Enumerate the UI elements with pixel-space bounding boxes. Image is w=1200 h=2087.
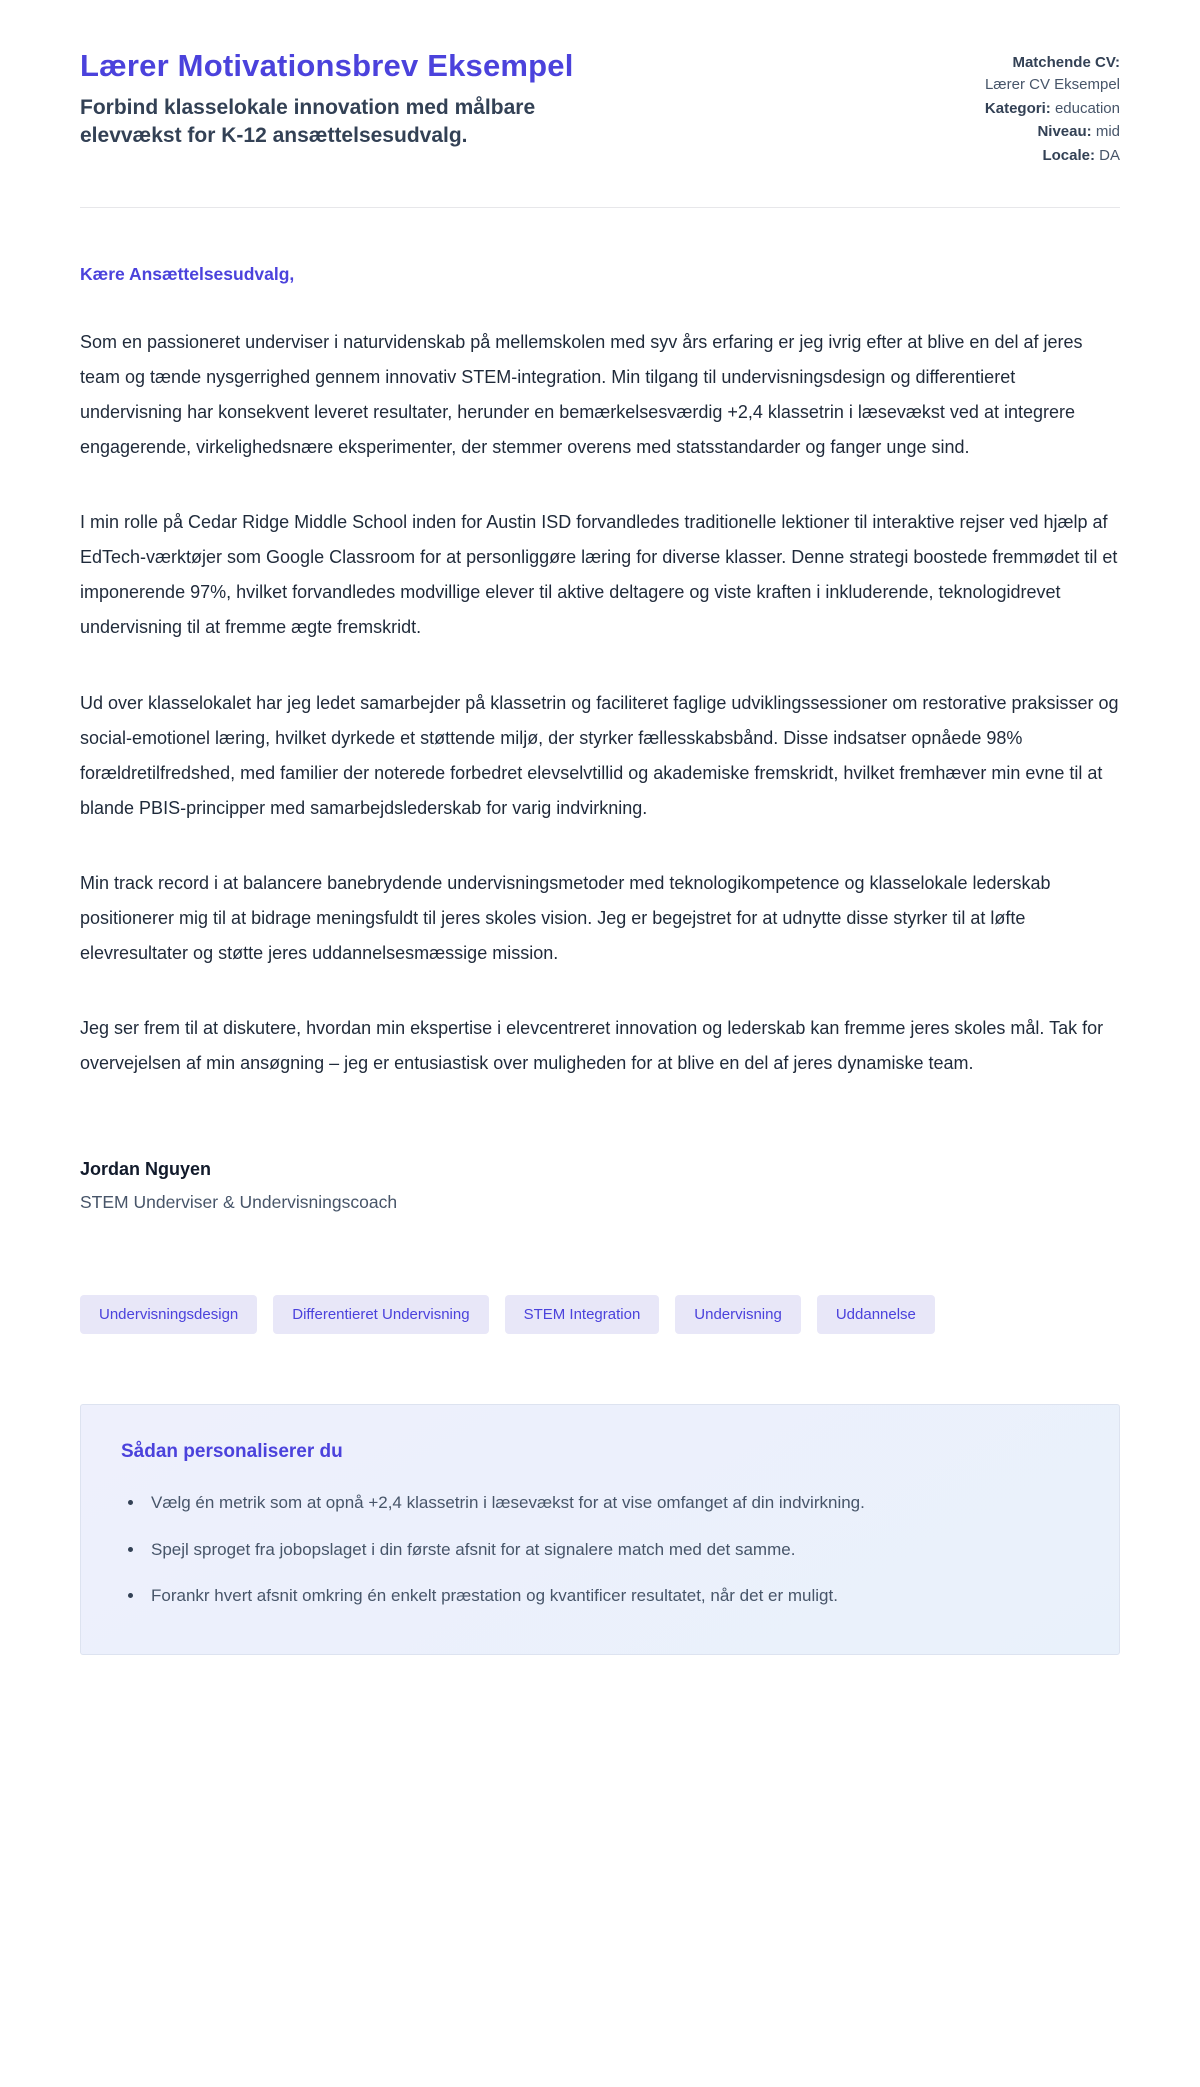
header-divider <box>80 207 1120 208</box>
letter-paragraph-3: Ud over klasselokalet har jeg ledet samarbejder på klassetrin og faciliteret faglige udviklingssessioner om restorative praksisser og social-emotionel læring, hvilket dyrkede et støttende miljø, der styrker fællesskabsbånd. Disse indsatser opnåede 98% forældretilfredshed, med familier der noterede forbedret elevselvtillid og akademiske fremskridt, hvilket fremhæver min evne til at blande PBIS-principper med samarbejdslederskab for varig indvirkning. <box>80 692 1119 818</box>
letter-paragraph-1: Som en passioneret underviser i naturvidenskab på mellemskolen med syv års erfaring er jeg ivrig efter at blive en del af jeres team og tænde nysgerrighed gennem innovativ STEM-integration. Min tilgang til undervisningsdesign og differentieret undervisning har konsekvent leveret resultater, herunder en bemærkelsesværdig +2,4 klassetrin i læsevækst ved at integrere engagerende, virkelighedsnære eksperimenter, der stemmer overens med statsstandarder og fanger unge sind. <box>80 331 1083 458</box>
tag-stem-integration: STEM Integration <box>505 1295 660 1334</box>
letter-paragraph-4: Min track record i at balancere banebrydende undervisningsmetoder med teknologikompetence og klasselokale lederskab positionerer mig til at bidrage meningsfuldt til jeres skoles vision. Jeg er begejstret for at udnytte disse styrker til at løfte elevresultater og støtte jeres uddannelsesmæssige mission. <box>80 872 1051 964</box>
letter-body <box>80 264 1120 1655</box>
page-subtitle: Forbind klasselokale innovation med målbare elevvækst for K-12 ansættelsesudvalg. <box>80 96 536 148</box>
tag-undervisningsdesign: Undervisningsdesign <box>80 1295 257 1334</box>
tips-list <box>121 1487 1079 1612</box>
meta-panel <box>985 48 1120 169</box>
meta-locale <box>985 145 1120 167</box>
meta-locale-value: DA <box>1099 147 1120 164</box>
meta-locale-label: Locale: <box>1042 147 1095 164</box>
tip-item-3: • Forankr hvert afsnit omkring én enkelt præstation og kvantificer resultatet, når det er muligt. <box>145 1580 1079 1612</box>
letter-paragraph-5: Jeg ser frem til at diskutere, hvordan min ekspertise i elevcentreret innovation og lederskab kan fremme jeres skoles mål. Tak for overvejelsen af min ansøgning – jeg er entusiastisk over muligheden for at blive en del af jeres dynamiske team. <box>80 1018 1104 1074</box>
tips-heading: Sådan personaliserer du <box>121 1441 343 1463</box>
header <box>80 48 1120 169</box>
tag-differentieret-undervisning: Differentieret Undervisning <box>273 1295 488 1334</box>
meta-matching-cv-label: Matchende CV: <box>1012 54 1120 71</box>
signature-title: STEM Underviser & Undervisningscoach <box>80 1192 398 1213</box>
tag-uddannelse: Uddannelse <box>817 1295 935 1334</box>
meta-matching-cv-value: Lærer CV Eksempel <box>984 75 1120 93</box>
meta-category-label: Kategori: <box>984 99 1051 117</box>
letter-greeting: Kære Ansættelsesudvalg, <box>80 263 295 284</box>
header-title-block <box>80 48 945 151</box>
meta-category-value: education <box>1054 99 1120 117</box>
meta-level-label: Niveau: <box>1037 123 1092 141</box>
personalization-tips-box <box>80 1404 1120 1655</box>
signature-name: Jordan Nguyen <box>80 1159 212 1180</box>
tip-item-1: • Vælg én metrik som at opnå +2,4 klassetrin i læsevækst for at vise omfanget af din indvirkning. <box>145 1487 1079 1519</box>
meta-level-value: mid <box>1095 123 1120 141</box>
page-title: Lærer Motivationsbrev Eksempel <box>80 48 574 83</box>
letter-paragraph-2: I min rolle på Cedar Ridge Middle School inden for Austin ISD forvandledes traditionelle lektioner til interaktive rejser ved hjælp af EdTech-værktøjer som Google Classroom for at personliggøre læring for diverse klasser. Denne strategi boostede fremmødet til et imponerende 97%, hvilket forvandledes modvillige elever til aktive deltagere og viste kraften i inkluderende, teknologidrevet undervisning til at fremme ægte fremskridt. <box>80 512 1118 638</box>
meta-matching-cv <box>985 52 1120 96</box>
signature-block <box>80 1159 1120 1213</box>
tag-list <box>80 1295 1120 1334</box>
tip-item-2: • Spejl sproget fra jobopslaget i din første afsnit for at signalere match med det samme. <box>145 1534 1079 1566</box>
meta-level <box>985 121 1120 143</box>
tag-undervisning: Undervisning <box>675 1295 801 1334</box>
meta-category <box>985 98 1120 120</box>
